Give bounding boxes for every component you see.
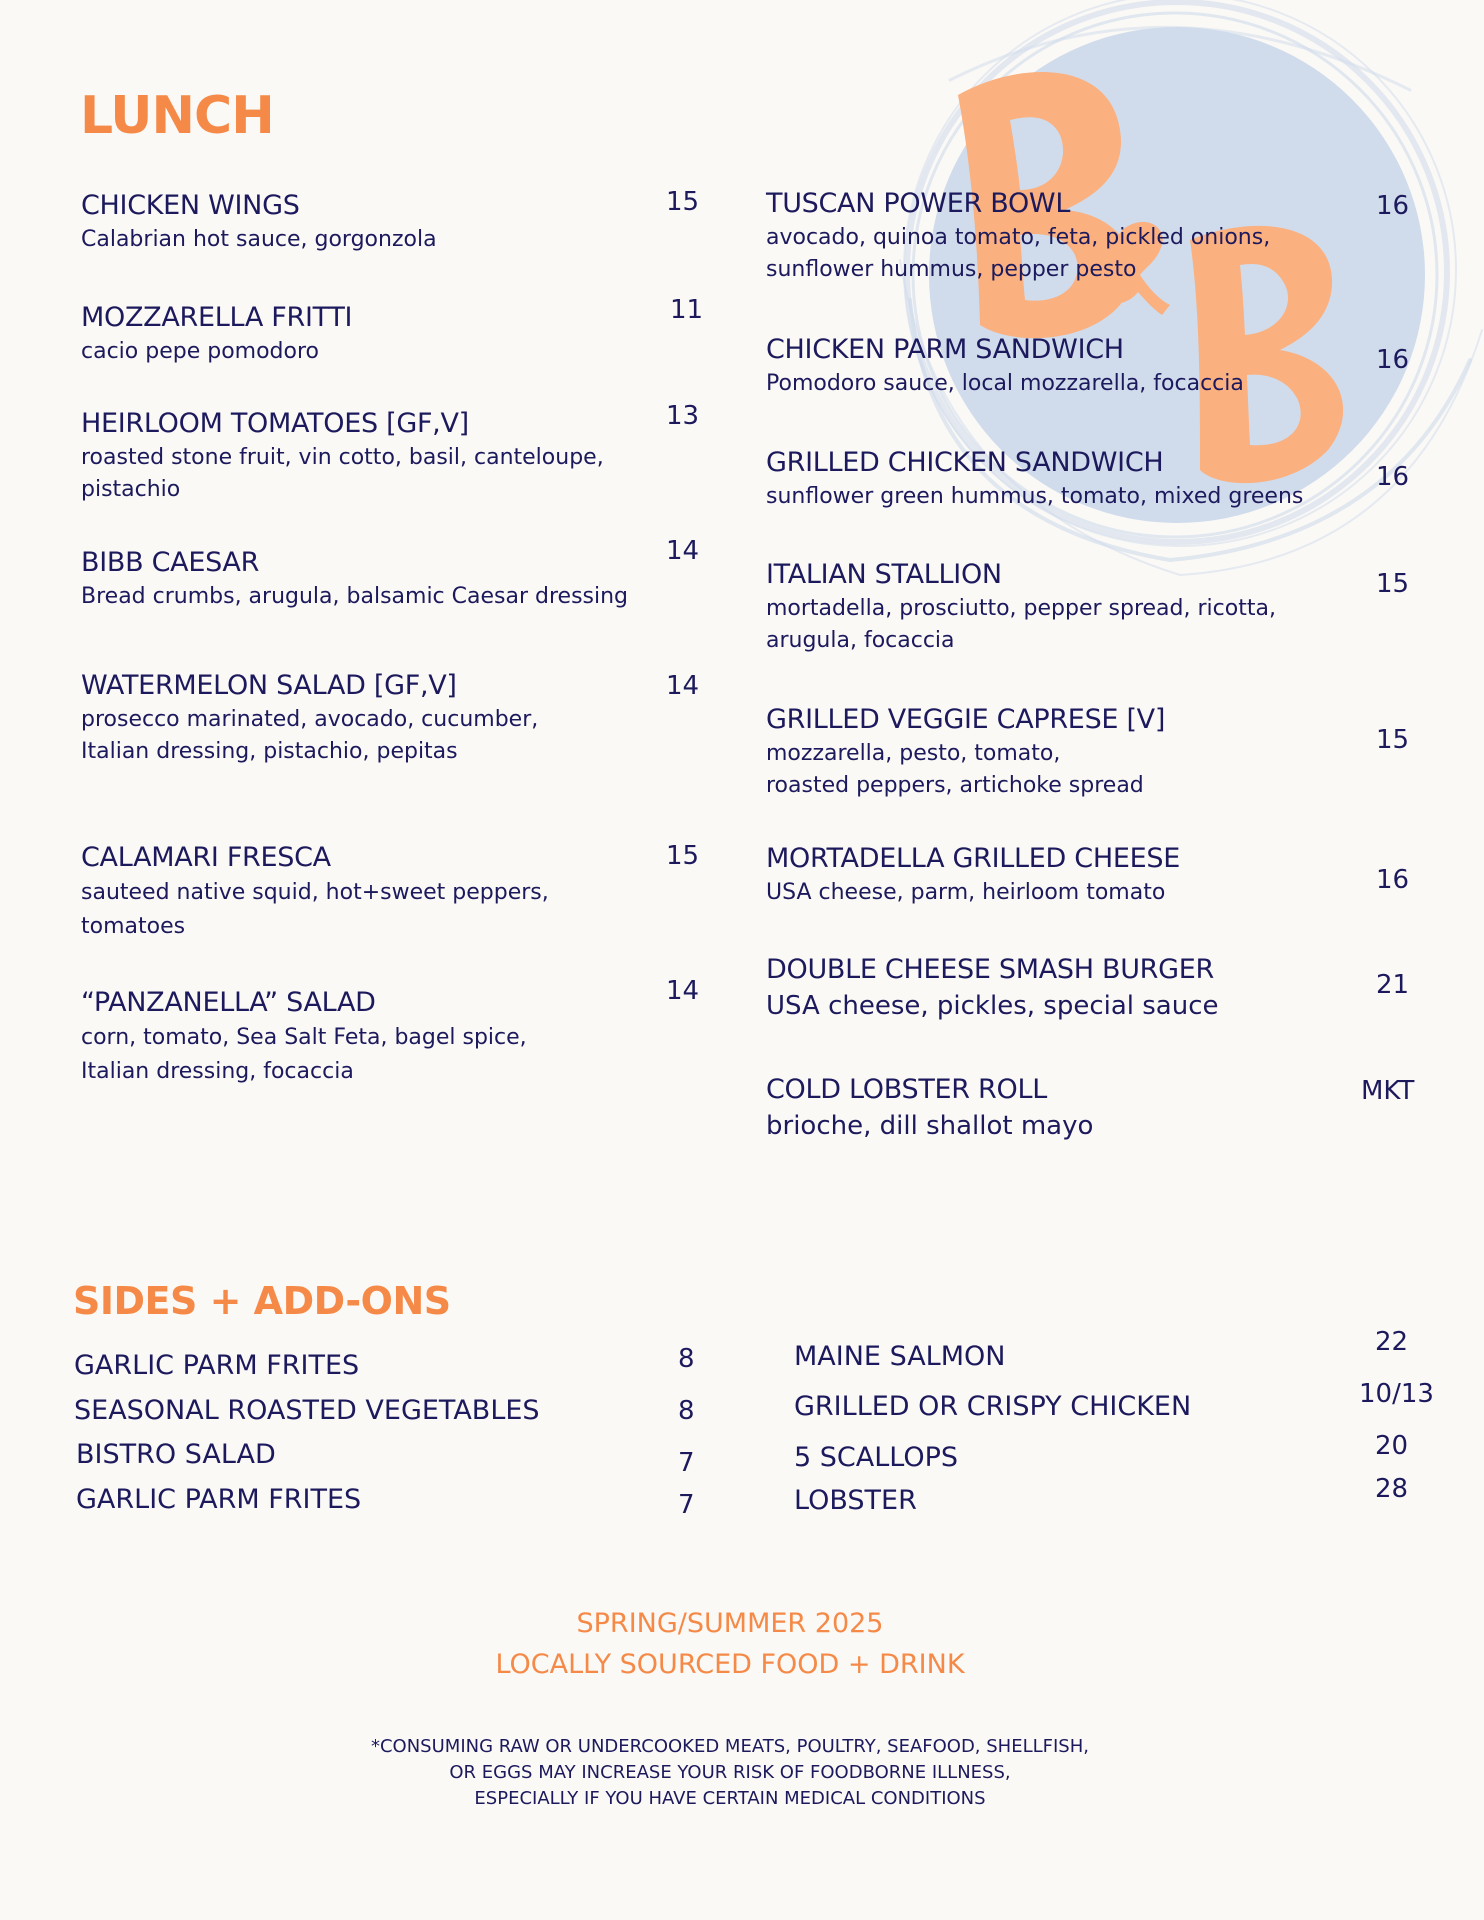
item-desc: avocado, quinoa tomato, feta, pickled onions, sunflower hummus, pepper pesto bbox=[766, 225, 1271, 282]
item-desc: roasted stone fruit, vin cotto, basil, canteloupe, pistachio bbox=[81, 445, 604, 502]
side-item-price: 10/13 bbox=[1359, 1379, 1434, 1409]
menu-item bbox=[766, 559, 1366, 657]
side-item-name: GARLIC PARM FRITES bbox=[74, 1350, 360, 1381]
item-desc: corn, tomato, Sea Salt Feta, bagel spice, Italian dressing, focaccia bbox=[81, 1025, 527, 1084]
item-name: BIBB CAESAR bbox=[81, 547, 260, 578]
side-item-price: 20 bbox=[1375, 1431, 1409, 1461]
item-price: 16 bbox=[1376, 865, 1410, 895]
menu-item bbox=[766, 334, 1366, 400]
item-name: TUSCAN POWER BOWL bbox=[766, 188, 1071, 219]
item-desc: Calabrian hot sauce, gorgonzola bbox=[81, 227, 437, 252]
item-price: 15 bbox=[1376, 569, 1410, 599]
item-desc: cacio pepe pomodoro bbox=[81, 339, 319, 364]
item-desc: Pomodoro sauce, local mozzarella, focaccia bbox=[766, 371, 1244, 396]
item-name: COLD LOBSTER ROLL bbox=[766, 1074, 1047, 1105]
item-name: DOUBLE CHEESE SMASH BURGER bbox=[766, 954, 1214, 985]
disclaimer-line: ESPECIALLY IF YOU HAVE CERTAIN MEDICAL CONDITIONS bbox=[474, 1788, 986, 1809]
menu-item bbox=[81, 408, 681, 506]
item-price: 15 bbox=[666, 187, 700, 217]
item-name: ITALIAN STALLION bbox=[766, 559, 1002, 590]
side-item-price: 8 bbox=[678, 1344, 695, 1374]
item-desc: Bread crumbs, arugula, balsamic Caesar dressing bbox=[81, 584, 629, 609]
item-price: 14 bbox=[666, 976, 700, 1006]
item-price: 16 bbox=[1376, 191, 1410, 221]
item-desc: mozzarella, pesto, tomato, roasted peppers, artichoke spread bbox=[766, 741, 1144, 798]
disclaimer-line: *CONSUMING RAW OR UNDERCOOKED MEATS, POULTRY, SEAFOOD, SHELLFISH, bbox=[370, 1736, 1089, 1757]
item-desc: USA cheese, parm, heirloom tomato bbox=[766, 880, 1166, 905]
item-price: 14 bbox=[666, 671, 700, 701]
menu-item bbox=[766, 954, 1366, 1026]
item-price: 21 bbox=[1376, 970, 1410, 1000]
menu-item bbox=[81, 190, 641, 256]
item-name: CALAMARI FRESCA bbox=[81, 842, 331, 873]
item-desc: mortadella, prosciutto, pepper spread, ricotta, arugula, focaccia bbox=[766, 596, 1276, 653]
side-item-price: 8 bbox=[678, 1396, 695, 1426]
item-price: 15 bbox=[666, 841, 700, 871]
item-price: 14 bbox=[666, 536, 700, 566]
menu-item bbox=[766, 704, 1366, 802]
item-price: MKT bbox=[1361, 1076, 1415, 1106]
menu-item bbox=[81, 302, 641, 368]
menu-item bbox=[766, 447, 1386, 513]
item-name: HEIRLOOM TOMATOES [GF,V] bbox=[81, 408, 469, 439]
menu-item bbox=[766, 1074, 1366, 1146]
side-item-name: 5 SCALLOPS bbox=[794, 1442, 959, 1473]
item-price: 16 bbox=[1376, 462, 1410, 492]
side-item-name: MAINE SALMON bbox=[794, 1341, 1006, 1372]
side-item-name: LOBSTER bbox=[794, 1485, 917, 1516]
item-name: CHICKEN WINGS bbox=[81, 190, 300, 221]
side-item-price: 28 bbox=[1375, 1474, 1409, 1504]
item-name: MOZZARELLA FRITTI bbox=[81, 302, 353, 333]
item-price: 16 bbox=[1376, 345, 1410, 375]
side-item-price: 7 bbox=[678, 1490, 695, 1520]
sides-title: SIDES + ADD-ONS bbox=[73, 1279, 451, 1323]
lunch-title: LUNCH bbox=[80, 86, 274, 146]
side-item-name: GARLIC PARM FRITES bbox=[76, 1484, 362, 1515]
menu-item bbox=[766, 188, 1366, 286]
side-item-name: GRILLED OR CRISPY CHICKEN bbox=[794, 1391, 1192, 1422]
item-name: MORTADELLA GRILLED CHEESE bbox=[766, 843, 1180, 874]
bb-logo bbox=[870, 0, 1484, 620]
disclaimer-line: OR EGGS MAY INCREASE YOUR RISK OF FOODBORNE ILLNESS, bbox=[449, 1762, 1011, 1783]
item-desc: USA cheese, pickles, special sauce bbox=[766, 991, 1219, 1021]
item-price: 13 bbox=[666, 401, 700, 431]
side-item-price: 7 bbox=[678, 1448, 695, 1478]
item-name: CHICKEN PARM SANDWICH bbox=[766, 334, 1124, 365]
side-item-name: SEASONAL ROASTED VEGETABLES bbox=[74, 1395, 540, 1426]
item-name: WATERMELON SALAD [GF,V] bbox=[81, 670, 457, 701]
item-name: GRILLED CHICKEN SANDWICH bbox=[766, 447, 1164, 478]
side-item-price: 22 bbox=[1375, 1327, 1409, 1357]
item-desc: brioche, dill shallot mayo bbox=[766, 1111, 1094, 1141]
side-item-name: BISTRO SALAD bbox=[76, 1439, 276, 1470]
menu-item bbox=[81, 987, 681, 1089]
tagline: LOCALLY SOURCED FOOD + DRINK bbox=[495, 1649, 965, 1680]
item-name: GRILLED VEGGIE CAPRESE [V] bbox=[766, 704, 1166, 735]
season-label: SPRING/SUMMER 2025 bbox=[576, 1608, 884, 1639]
item-desc: sunflower green hummus, tomato, mixed greens bbox=[766, 484, 1304, 509]
item-desc: sauteed native squid, hot+sweet peppers, tomatoes bbox=[81, 880, 549, 939]
menu-item bbox=[81, 670, 681, 768]
item-price: 11 bbox=[670, 295, 704, 325]
menu-item bbox=[81, 842, 681, 944]
menu-item bbox=[81, 547, 701, 613]
item-desc: prosecco marinated, avocado, cucumber, Italian dressing, pistachio, pepitas bbox=[81, 707, 539, 764]
menu-item bbox=[766, 843, 1366, 909]
item-name: “PANZANELLA” SALAD bbox=[81, 987, 376, 1018]
item-price: 15 bbox=[1376, 725, 1410, 755]
